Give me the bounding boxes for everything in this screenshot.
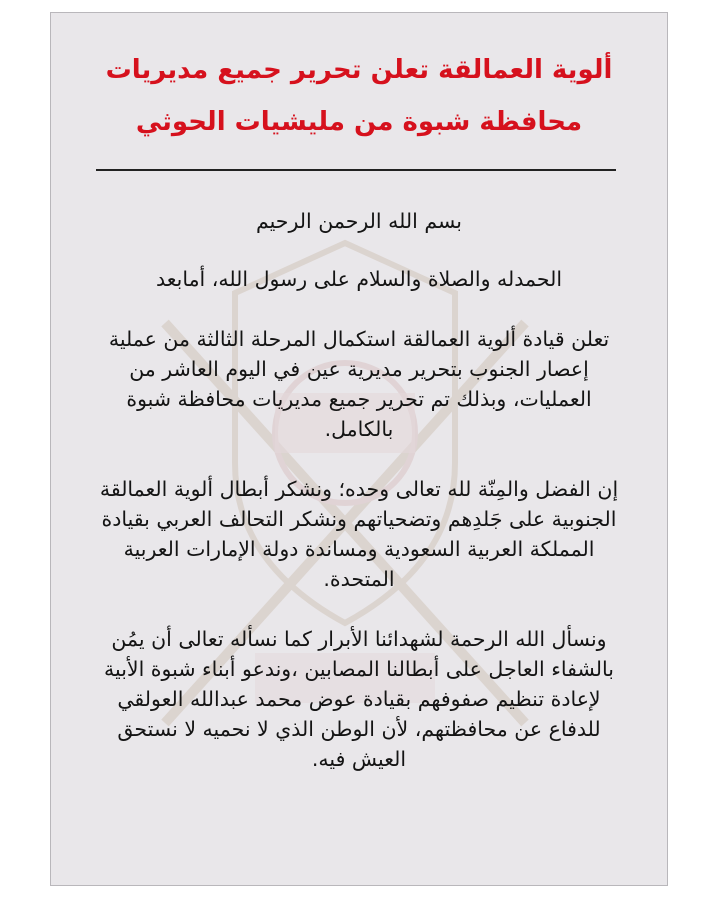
divider xyxy=(96,169,616,171)
paragraph-1: تعلن قيادة ألوية العمالقة استكمال المرحلة الثالثة من عملية إعصار الجنوب بتحرير مديرية عين في اليوم العاشر من العمليات، وبذلك تم تحرير جميع مديريات محافظة شبوة بالكامل. xyxy=(108,327,610,441)
statement-body xyxy=(91,206,627,804)
paragraph-3: ونسأل الله الرحمة لشهدائنا الأبرار كما نسأله تعالى أن يمُن بالشفاء العاجل على أبطالنا المصابين ،وندعو أبناء شبوة الأبية لإعادة تنظيم صفوفهم بقيادة عوض محمد عبدالله العولقي للدفاع عن محافظتهم، لأن الوطن الذي لا نحميه لا نستحق العيش فيه. xyxy=(104,627,614,771)
paragraph-2: إن الفضل والمِنّة لله تعالى وحده؛ ونشكر أبطال ألوية العمالقة الجنوبية على جَلدِهم وتضحياتهم ونشكر التحالف العربي بقيادة المملكة العربية السعودية ومساندة دولة الإمارات العربية المتحدة. xyxy=(99,477,619,591)
basmala: بسم الله الرحمن الرحيم xyxy=(255,209,463,233)
headline-line-2: محافظة شبوة من مليشيات الحوثي xyxy=(135,107,583,137)
greeting: الحمدله والصلاة والسلام على رسول الله، أمابعد xyxy=(155,267,563,291)
statement-sheet xyxy=(50,12,668,886)
headline-line-1: ألوية العمالقة تعلن تحرير جميع مديريات xyxy=(105,55,613,85)
